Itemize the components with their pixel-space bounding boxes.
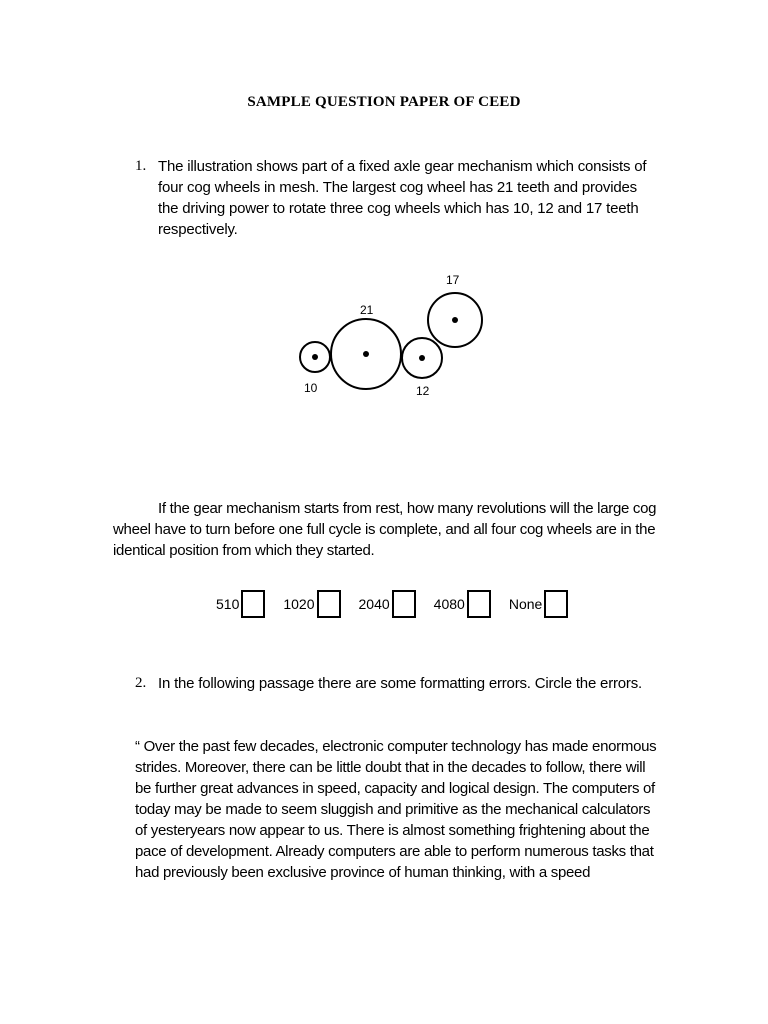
option-2040[interactable] (359, 590, 416, 618)
option-label: 510 (216, 596, 240, 612)
question-2-number: 2. (135, 675, 147, 691)
gear-10-axle (312, 354, 318, 360)
option-label: 4080 (433, 596, 465, 612)
gear-mechanism-diagram (290, 268, 490, 398)
gear-12-axle (419, 355, 425, 361)
option-label: 2040 (358, 596, 390, 612)
question-1-text: The illustration shows part of a fixed axle gear mechanism which consists of four cog wheels in mesh. The largest cog wheel has 21 teeth and provides the driving power to rotate three cog wheels which has 10, 12 and 17 teeth respectively. (158, 158, 647, 238)
gear-12-label: 12 (416, 384, 430, 398)
option-checkbox[interactable] (544, 590, 568, 618)
question-1-followup: If the gear mechanism starts from rest, how many revolutions will the large cog wheel have to turn before one full cycle is complete, and all four cog wheels are in the identical position from which they started. (113, 500, 657, 559)
gear-21-label: 21 (360, 303, 374, 317)
option-none[interactable] (509, 590, 568, 618)
option-label: 1020 (283, 596, 315, 612)
option-4080[interactable] (434, 590, 491, 618)
option-1020[interactable] (283, 590, 340, 618)
gear-17-axle (452, 317, 458, 323)
option-checkbox[interactable] (392, 590, 416, 618)
question-1-number: 1. (135, 158, 147, 174)
gear-17-label: 17 (446, 273, 460, 287)
option-label: None (508, 596, 543, 612)
option-510[interactable] (216, 590, 265, 618)
answer-options (216, 586, 586, 622)
question-2-text: In the following passage there are some formatting errors. Circle the errors. (158, 675, 642, 692)
option-checkbox[interactable] (241, 590, 265, 618)
option-checkbox[interactable] (317, 590, 341, 618)
question-2-passage: “ Over the past few decades, electronic computer technology has made enormous strides. Moreover, there can be little doubt that in the decades to follow, there will be further great advances in speed, capacity and logical design. The computers of today may be made to seem sluggish and primitive as the mechanical calculators of yesteryears now appear to us. There is almost something frightening about the pace of development. Already computers are able to perform numerous tasks that had previously been exclusive province of human thinking, with a speed (135, 738, 657, 881)
gear-10-label: 10 (304, 381, 318, 395)
option-checkbox[interactable] (467, 590, 491, 618)
page-title: SAMPLE QUESTION PAPER OF CEED (247, 94, 521, 110)
gear-21-axle (363, 351, 369, 357)
